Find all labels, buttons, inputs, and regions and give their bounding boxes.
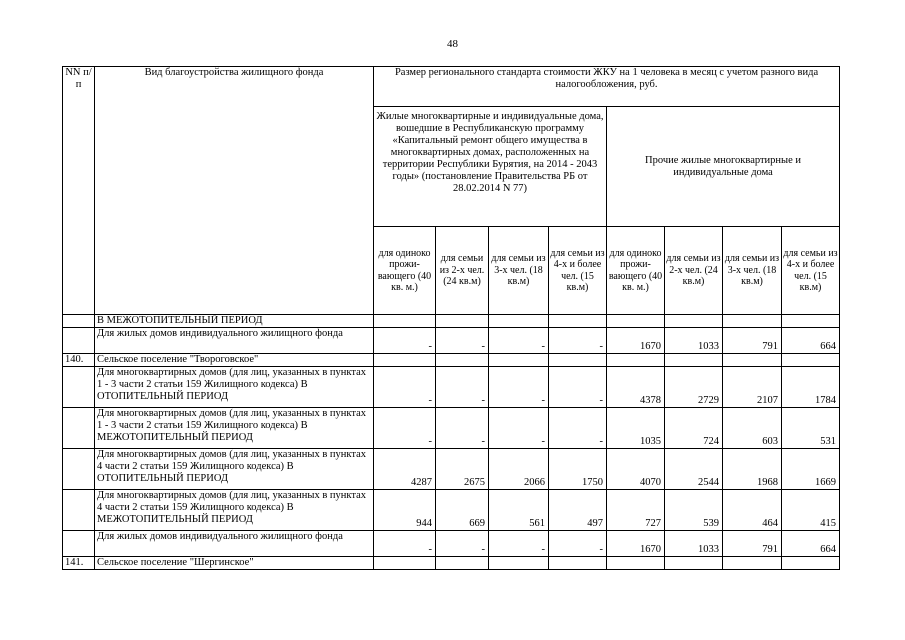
value-cell: 791 — [723, 531, 782, 557]
value-cell: - — [436, 408, 489, 449]
row-number — [63, 328, 95, 354]
table-row — [63, 449, 840, 490]
row-number — [63, 367, 95, 408]
subheader-b-family-3: для семьи из 3-х чел. (18 кв.м) — [723, 227, 782, 315]
value-cell: - — [549, 531, 607, 557]
value-cell: - — [436, 328, 489, 354]
header-group-other: Прочие жилые многоквартирные и индивидуальные дома — [607, 107, 840, 227]
row-number — [63, 408, 95, 449]
value-cell — [436, 354, 489, 367]
value-cell: - — [436, 367, 489, 408]
value-cell — [723, 354, 782, 367]
value-cell — [782, 354, 840, 367]
row-label: Для многоквартирных домов (для лиц, указанных в пунктах 4 части 2 статьи 159 Жилищного кодекса) В МЕЖОТОПИТЕЛЬНЫЙ ПЕРИОД — [95, 490, 374, 531]
value-cell: - — [374, 367, 436, 408]
subheader-a-family-4: для семьи из 4-х и более чел. (15 кв.м) — [549, 227, 607, 315]
value-cell: 1670 — [607, 328, 665, 354]
value-cell: 727 — [607, 490, 665, 531]
value-cell — [549, 354, 607, 367]
row-number — [63, 531, 95, 557]
value-cell: - — [374, 328, 436, 354]
value-cell — [665, 315, 723, 328]
header-kind: Вид благоустройства жилищного фонда — [95, 67, 374, 315]
row-label: Сельское поселение "Твороговское" — [95, 354, 374, 367]
value-cell — [436, 315, 489, 328]
value-cell: 2544 — [665, 449, 723, 490]
value-cell: 2066 — [489, 449, 549, 490]
value-cell — [607, 315, 665, 328]
value-cell: - — [374, 531, 436, 557]
value-cell: 415 — [782, 490, 840, 531]
row-label: В МЕЖОТОПИТЕЛЬНЫЙ ПЕРИОД — [95, 315, 374, 328]
row-label: Для жилых домов индивидуального жилищного фонда — [95, 328, 374, 354]
value-cell: - — [436, 531, 489, 557]
value-cell: 1035 — [607, 408, 665, 449]
value-cell: 4070 — [607, 449, 665, 490]
value-cell — [607, 354, 665, 367]
header-group-capital-repair: Жилые многоквартирные и индивидуальные дома, вошедшие в Республиканскую программу «Капитальный ремонт общего имущества в многоквартирных домах, расположенных на территории Республики Бурятия, на 2014 - 2043 годы» (постановление Правительства РБ от 28.02.2014 N 77) — [374, 107, 607, 227]
value-cell: 4287 — [374, 449, 436, 490]
value-cell — [374, 557, 436, 570]
value-cell — [374, 315, 436, 328]
value-cell: 1784 — [782, 367, 840, 408]
value-cell: 1750 — [549, 449, 607, 490]
value-cell: 497 — [549, 490, 607, 531]
value-cell — [665, 354, 723, 367]
subheader-b-single: для одиноко прожи-вающего (40 кв. м.) — [607, 227, 665, 315]
value-cell — [607, 557, 665, 570]
value-cell: 539 — [665, 490, 723, 531]
subheader-a-family-2: для семьи из 2-х чел. (24 кв.м) — [436, 227, 489, 315]
value-cell — [782, 315, 840, 328]
value-cell — [723, 557, 782, 570]
value-cell — [436, 557, 489, 570]
value-cell: 791 — [723, 328, 782, 354]
value-cell: 664 — [782, 328, 840, 354]
value-cell: - — [549, 328, 607, 354]
value-cell: 664 — [782, 531, 840, 557]
value-cell: 1033 — [665, 531, 723, 557]
table-row — [63, 354, 840, 367]
value-cell: - — [489, 531, 549, 557]
value-cell: 724 — [665, 408, 723, 449]
value-cell — [489, 354, 549, 367]
value-cell — [723, 315, 782, 328]
row-label: Для многоквартирных домов (для лиц, указанных в пунктах 1 - 3 части 2 статьи 159 Жилищного кодекса) В МЕЖОТОПИТЕЛЬНЫЙ ПЕРИОД — [95, 408, 374, 449]
header-standard: Размер регионального стандарта стоимости ЖКУ на 1 человека в месяц с учетом разного вида налогообложения, руб. — [374, 67, 840, 107]
row-number: 140. — [63, 354, 95, 367]
value-cell: - — [374, 408, 436, 449]
value-cell: 1968 — [723, 449, 782, 490]
value-cell: 1669 — [782, 449, 840, 490]
subheader-a-single: для одиноко прожи-вающего (40 кв. м.) — [374, 227, 436, 315]
value-cell: 4378 — [607, 367, 665, 408]
table-row — [63, 557, 840, 570]
value-cell: 944 — [374, 490, 436, 531]
subheader-b-family-2: для семьи из 2-х чел. (24 кв.м) — [665, 227, 723, 315]
value-cell: 531 — [782, 408, 840, 449]
value-cell — [549, 315, 607, 328]
row-label: Сельское поселение "Шергинское" — [95, 557, 374, 570]
row-number — [63, 490, 95, 531]
table-row — [63, 328, 840, 354]
page-number: 48 — [447, 38, 458, 50]
row-label: Для многоквартирных домов (для лиц, указанных в пунктах 1 - 3 части 2 статьи 159 Жилищного кодекса) В ОТОПИТЕЛЬНЫЙ ПЕРИОД — [95, 367, 374, 408]
value-cell — [489, 315, 549, 328]
value-cell: - — [549, 408, 607, 449]
row-number — [63, 449, 95, 490]
header-nn: NN п/п — [63, 67, 95, 315]
table-row — [63, 367, 840, 408]
value-cell: 2675 — [436, 449, 489, 490]
value-cell — [489, 557, 549, 570]
subheader-b-family-4: для семьи из 4-х и более чел. (15 кв.м) — [782, 227, 840, 315]
value-cell: - — [549, 367, 607, 408]
value-cell: - — [489, 328, 549, 354]
value-cell: 464 — [723, 490, 782, 531]
value-cell — [665, 557, 723, 570]
subheader-a-family-3: для семьи из 3-х чел. (18 кв.м) — [489, 227, 549, 315]
value-cell: 561 — [489, 490, 549, 531]
value-cell — [374, 354, 436, 367]
value-cell: 1033 — [665, 328, 723, 354]
value-cell — [782, 557, 840, 570]
value-cell: 1670 — [607, 531, 665, 557]
value-cell: 603 — [723, 408, 782, 449]
table-row — [63, 315, 840, 328]
row-number — [63, 315, 95, 328]
table-row — [63, 408, 840, 449]
value-cell: 2107 — [723, 367, 782, 408]
row-number: 141. — [63, 557, 95, 570]
value-cell: - — [489, 367, 549, 408]
value-cell: 2729 — [665, 367, 723, 408]
row-label: Для многоквартирных домов (для лиц, указанных в пунктах 4 части 2 статьи 159 Жилищного кодекса) В ОТОПИТЕЛЬНЫЙ ПЕРИОД — [95, 449, 374, 490]
value-cell: - — [489, 408, 549, 449]
table-row — [63, 531, 840, 557]
standards-table — [62, 66, 840, 570]
row-label: Для жилых домов индивидуального жилищного фонда — [95, 531, 374, 557]
value-cell — [549, 557, 607, 570]
table-row — [63, 490, 840, 531]
value-cell: 669 — [436, 490, 489, 531]
